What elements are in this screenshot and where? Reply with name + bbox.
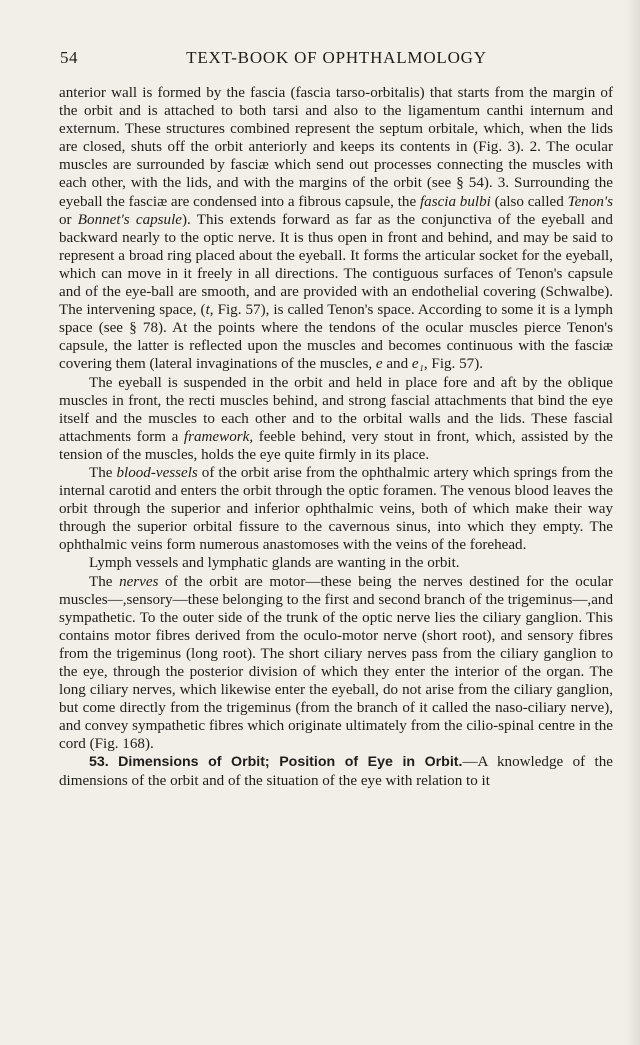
text-run: of the orbit arise from the ophthalmic artery which springs from the internal carotid and enters the orbit through the optic foramen. The venous blood leaves the orbit through the superior and inferior ophthalmic veins, both of which make their way through the superior orbital fissure to the cavernous sinus, into which they empty. The ophthalmic veins form numerous anastomoses with the veins of the forehead. xyxy=(59,464,613,554)
text-run: The xyxy=(89,464,117,481)
italic-term: fascia bulbi xyxy=(419,193,491,210)
paragraph-blood-vessels xyxy=(59,464,613,554)
italic-term: Bonnet's capsule xyxy=(77,211,182,228)
text-run: —A knowledge of the dimensions of the orbit and of the situation of the eye with relation to it xyxy=(59,754,613,789)
text-run: (also called xyxy=(490,193,568,210)
paragraph-section-53 xyxy=(59,753,613,789)
italic-term: t xyxy=(205,302,210,319)
section-heading: Dimensions of Orbit; Position of Eye in Orbit. xyxy=(118,754,463,771)
italic-term: blood-vessels xyxy=(116,464,198,481)
italic-term: e₁ xyxy=(411,356,424,373)
page-header xyxy=(60,48,613,72)
text-run: feeble behind, very stout in front, which, assisted by the tension of the muscles, holds the eye quite firmly in its place. xyxy=(59,428,613,463)
running-title: TEXT-BOOK OF OPHTHALMOLOGY xyxy=(186,48,487,67)
paragraph-eyeball-suspension xyxy=(59,374,613,464)
page-number: 54 xyxy=(60,48,78,67)
text-run: or xyxy=(59,211,78,228)
paragraph-lymph xyxy=(59,554,613,572)
text-run: , Fig. 57). xyxy=(423,356,483,373)
text-run: The xyxy=(89,573,120,590)
text-run: , Fig. 57), is called Tenon's space. According to some it is a lymph space (see § 78). At the points where the tendons of the ocular muscles pierce Tenon's capsule, the latter is reflected upon the muscles and becomes continuous with the fasciæ covering them (lateral invaginations of the muscles, xyxy=(59,302,613,373)
text-run: The eyeball is suspended in the orbit and held in place fore and aft by the oblique muscles in front, the recti muscles behind, and strong fascial attachments that bind the eye itself and the muscles to each other and to the orbital walls and the lids. These fascial attachments form a xyxy=(59,374,613,445)
section-number: 53. xyxy=(89,754,109,771)
text-run: ). This extends forward as far as the conjunctiva of the eyeball and backward nearly to the optic nerve. It is thus open in front and behind, and may be said to represent a broad ring placed about the eyeball. It forms the articular socket for the eyeball, which can move in it freely in all directions. The contiguous surfaces of Tenon's capsule and of the eye-ball are smooth, and are provided with an endothelial covering (Schwalbe). The intervening space, ( xyxy=(59,211,613,319)
italic-term: e xyxy=(375,356,383,373)
italic-term: nerves xyxy=(119,573,159,590)
page-edge-shadow xyxy=(626,0,640,1045)
italic-term: Tenon's xyxy=(567,193,614,210)
italic-term: framework, xyxy=(183,428,254,445)
paragraph-nerves xyxy=(59,573,613,754)
text-run: of the orbit are motor—these being the nerves destined for the ocular muscles—,sensory—these belonging to the first and second branch of the trigeminus—,and sympathetic. To the outer side of the trunk of the optic nerve lies the ciliary ganglion. This contains motor fibres derived from the oculo-motor nerve (short root), and sensory fibres from the trigeminus (long root). The short ciliary nerves pass from the ciliary ganglion to the eye, through the posterior division of which they enter the interior of the organ. The long ciliary nerves, which likewise enter the eyeball, do not arise from the ciliary ganglion, but come directly from the trigeminus (from the branch of it called the naso-ciliary nerve), and convey sympathetic fibres which originate ultimately from the cilio-spinal centre in the cord (Fig. 168). xyxy=(59,573,613,753)
body-text xyxy=(59,84,613,790)
paragraph-fascia xyxy=(59,84,613,374)
text-run: and xyxy=(382,356,412,373)
text-run: anterior wall is formed by the fascia (fascia tarso-orbitalis) that starts from the margin of the orbit and is attached to both tarsi and also to the ligamentum canthi internum and externum. These structures combined represent the septum orbitale, which, when the lids are closed, shuts off the orbit anteriorly and keeps its contents in (Fig. 3). 2. The ocular muscles are surrounded by fasciæ which send out processes connecting the muscles with each other, with the lids, and with the margins of the orbit (see § 54). 3. Surrounding the eyeball the fasciæ are condensed into a fibrous capsule, the xyxy=(59,85,613,210)
text-run: Lymph vessels and lymphatic glands are wanting in the orbit. xyxy=(89,555,460,572)
